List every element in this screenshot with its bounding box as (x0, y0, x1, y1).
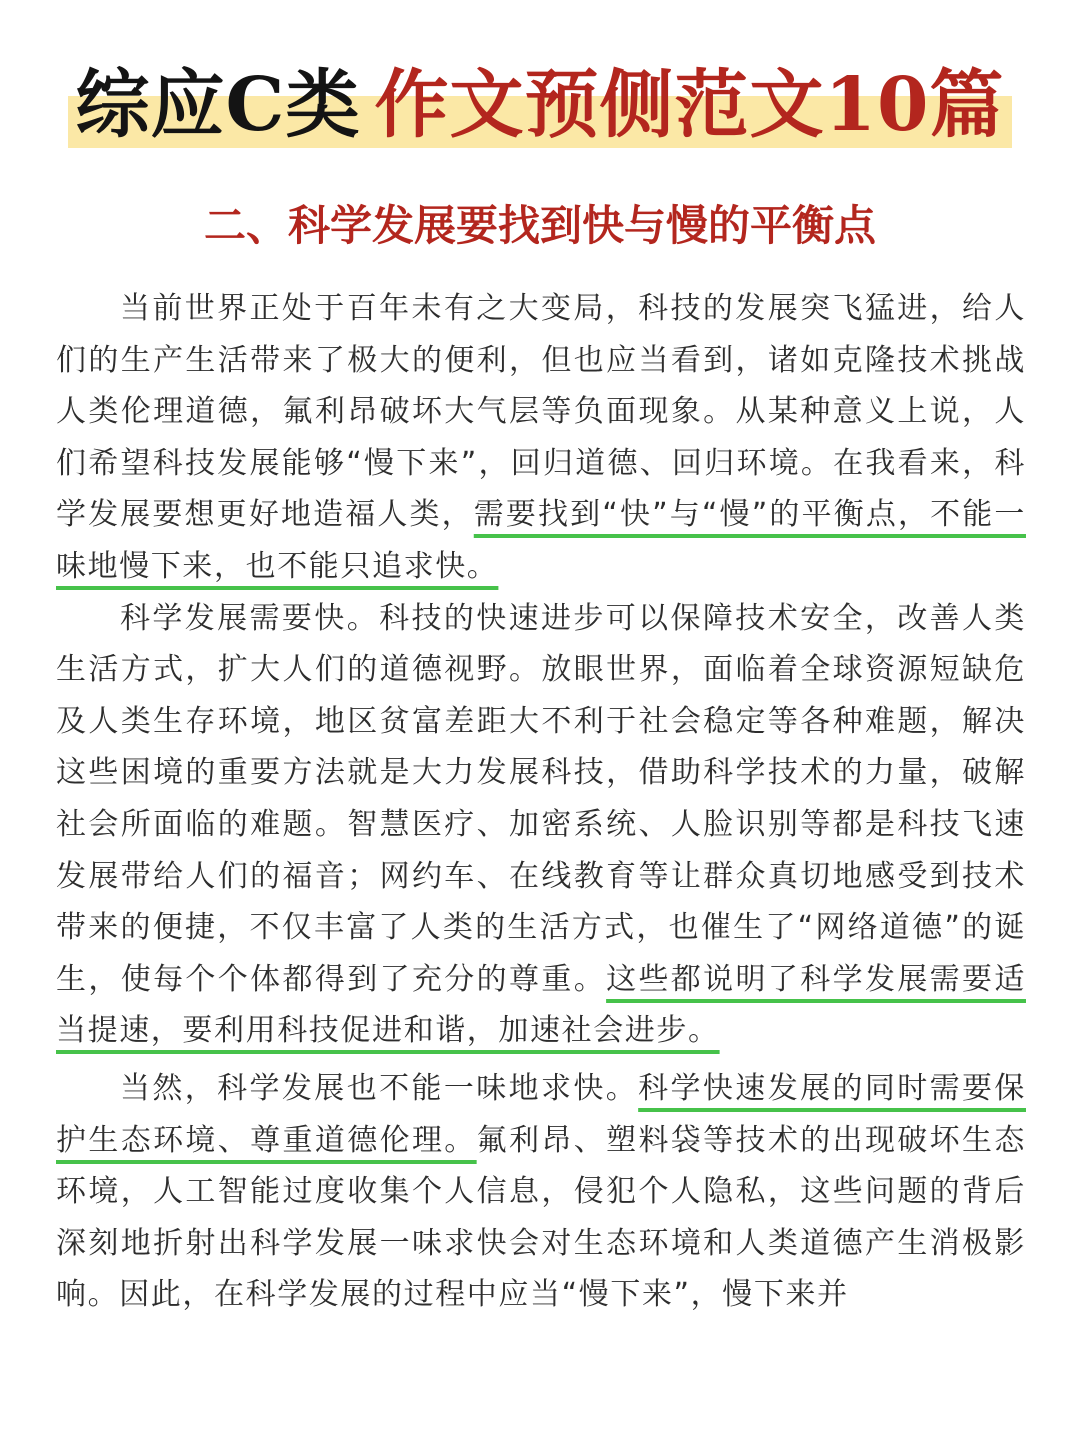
essay-subtitle: 二、科学发展要找到快与慢的平衡点 (203, 201, 876, 250)
title-part-category: 综应C类 (75, 62, 361, 148)
paragraph-3 (56, 1063, 1026, 1321)
essay-body (56, 283, 1026, 1321)
paragraph-1-highlight: 需要找到“快”与“慢”的平衡点，不能一味地慢下来，也不能只追求快。 (56, 497, 1026, 584)
paragraph-3-highlight: 科学快速发展的同时需要保护生态环境、尊重道德伦理。 (56, 1070, 1026, 1158)
paragraph-2-highlight: 这些都说明了科学发展需要适当提速，要利用科技促进和谐，加速社会进步。 (56, 961, 1026, 1049)
title-part-heading: 作文预侧范文10篇 (374, 62, 1005, 148)
paragraph-3-text: 当然，科学发展也不能一味地求快。 (120, 1070, 639, 1106)
paragraph-2-text: 科学发展需要快。科技的快速进步可以保障技术安全，改善人类生活方式，扩大人们的道德视野。放眼世界，面临着全球资源短缺危及人类生存环境，地区贫富差距大不利于社会稳定等各种难题，解决这些困境的重要方法就是大力发展科技，借助科学技术的力量，破解社会所面临的难题。智慧医疗、加密系统、人脸识别等都是科技飞速发展带给人们的福音；网约车、在线教育等让群众真切地感受到技术带来的便捷，不仅丰富了人类的生活方式，也催生了“网络道德”的诞生，使每个个体都得到了充分的尊重。 (56, 600, 1026, 997)
header (0, 0, 1080, 170)
paragraph-3-text-continued: 氟利昂、塑料袋等技术的出现破坏生态环境，人工智能过度收集个人信息，侵犯个人隐私，这些问题的背后深刻地折射出科学发展一味求快会对生态环境和人类道德产生消极影响。因此，在科学发展的过程中应当“慢下来”，慢下来并 (56, 1122, 1026, 1313)
page-title (0, 55, 1080, 155)
paragraph-1 (56, 283, 1026, 593)
paragraph-2 (56, 593, 1026, 1057)
paragraph-1-text: 当前世界正处于百年未有之大变局，科技的发展突飞猛进，给人们的生产生活带来了极大的便利，但也应当看到，诸如克隆技术挑战人类伦理道德，氟利昂破坏大气层等负面现象。从某种意义上说，人们希望科技发展能够“慢下来”，回归道德、回归环境。在我看来，科学发展要想更好地造福人类， (56, 291, 1026, 533)
